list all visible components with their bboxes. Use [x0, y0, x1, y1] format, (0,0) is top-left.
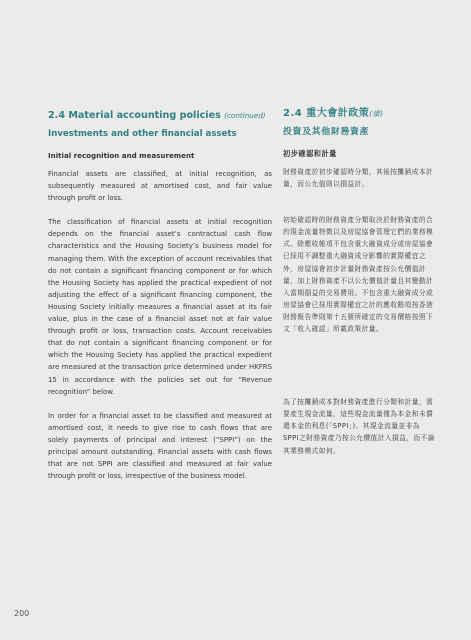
paragraph-zh: 財務資產於初步確認時分類，其後按攤銷成本計量，而公允值則以損益計。 [283, 168, 434, 189]
section-heading-zh [283, 108, 435, 120]
chinese-column [283, 108, 435, 457]
sub-heading-zh: 投資及其他財務資產 [283, 127, 370, 137]
paragraph: Financial assets are classified, at initial recognition, as subsequently measured at amortised cost, and fair value through profit or loss. [48, 170, 272, 203]
page-number: 200 [14, 609, 30, 618]
english-column [48, 110, 272, 482]
section-number: 2.4 [48, 110, 65, 121]
section-title-zh: 重大會計政策 [306, 108, 370, 119]
continued-label: (continued) [224, 111, 266, 120]
paragraph: The classification of financial assets at initial recognition depends on the financial asset’s contractual cash flow characteristics and the Housing Society’s business model for managing them. With the exception of account receivables that do not contain a significant financing component or for which the Housing Society has applied the practical expedient of not adjusting the effect of a significant financing component, the Housing Society initially measures a financial asset at its fair value, plus in the case of a financial asset not at fair value through profit or loss, transaction costs. Account receivables that do not contain a significant financing component or for which the Housing Society has applied the practical expedient are measured at the transaction price determined under HKFRS 15 in accordance with the policies set out for “Revenue recognition” below. [48, 218, 272, 396]
sub-heading: Investments and other financial assets [48, 129, 237, 139]
subsub-heading-zh: 初步確認和計量 [283, 149, 337, 158]
section-title: Material accounting policies [68, 110, 221, 121]
section-heading [48, 110, 272, 122]
paragraph-zh: 初始確認時的財務資產分類取決於財務資產的合約現金流量特徵以及房屋協會管理它們的業務模式。除應收帳項不包含重大融資成分或房屋協會已採用不調整重大融資成分影響的實際權宜之外，房屋協會初步計量財務資產按公允價值計量，加上財務資產不以公允價值計量且其變動計入當期損益的交易費用。不包含重大融資成分或房屋協會已採用實際權宜之計的應收賬項按香港財務報告準則第十五號所確定的交易價格按照下文「收入確認」所載政策計量。 [283, 216, 434, 334]
subsub-heading: Initial recognition and measurement [48, 151, 195, 160]
paragraph-zh: 為了按攤銷成本對財務資產進行分類和計量，需要產生現金流量，這些現金流量僅為本金和未償還本金的利息(「SPPI」)。其現金流量並非為SPPI之財務資產乃按公允價值計入損益，而不論其業務模式如何。 [283, 398, 435, 455]
section-number-zh: 2.4 [283, 108, 303, 119]
paragraph: In order for a financial asset to be classified and measured at amortised cost, it needs to give rise to cash flows that are solely payments of principal and interest (“SPPI”) on the principal amount outstanding. Financial assets with cash flows that are not SPPI are classified and measured at fair value through profit or loss, irrespective of the business model. [48, 411, 272, 481]
continued-label-zh: (續) [369, 109, 384, 118]
